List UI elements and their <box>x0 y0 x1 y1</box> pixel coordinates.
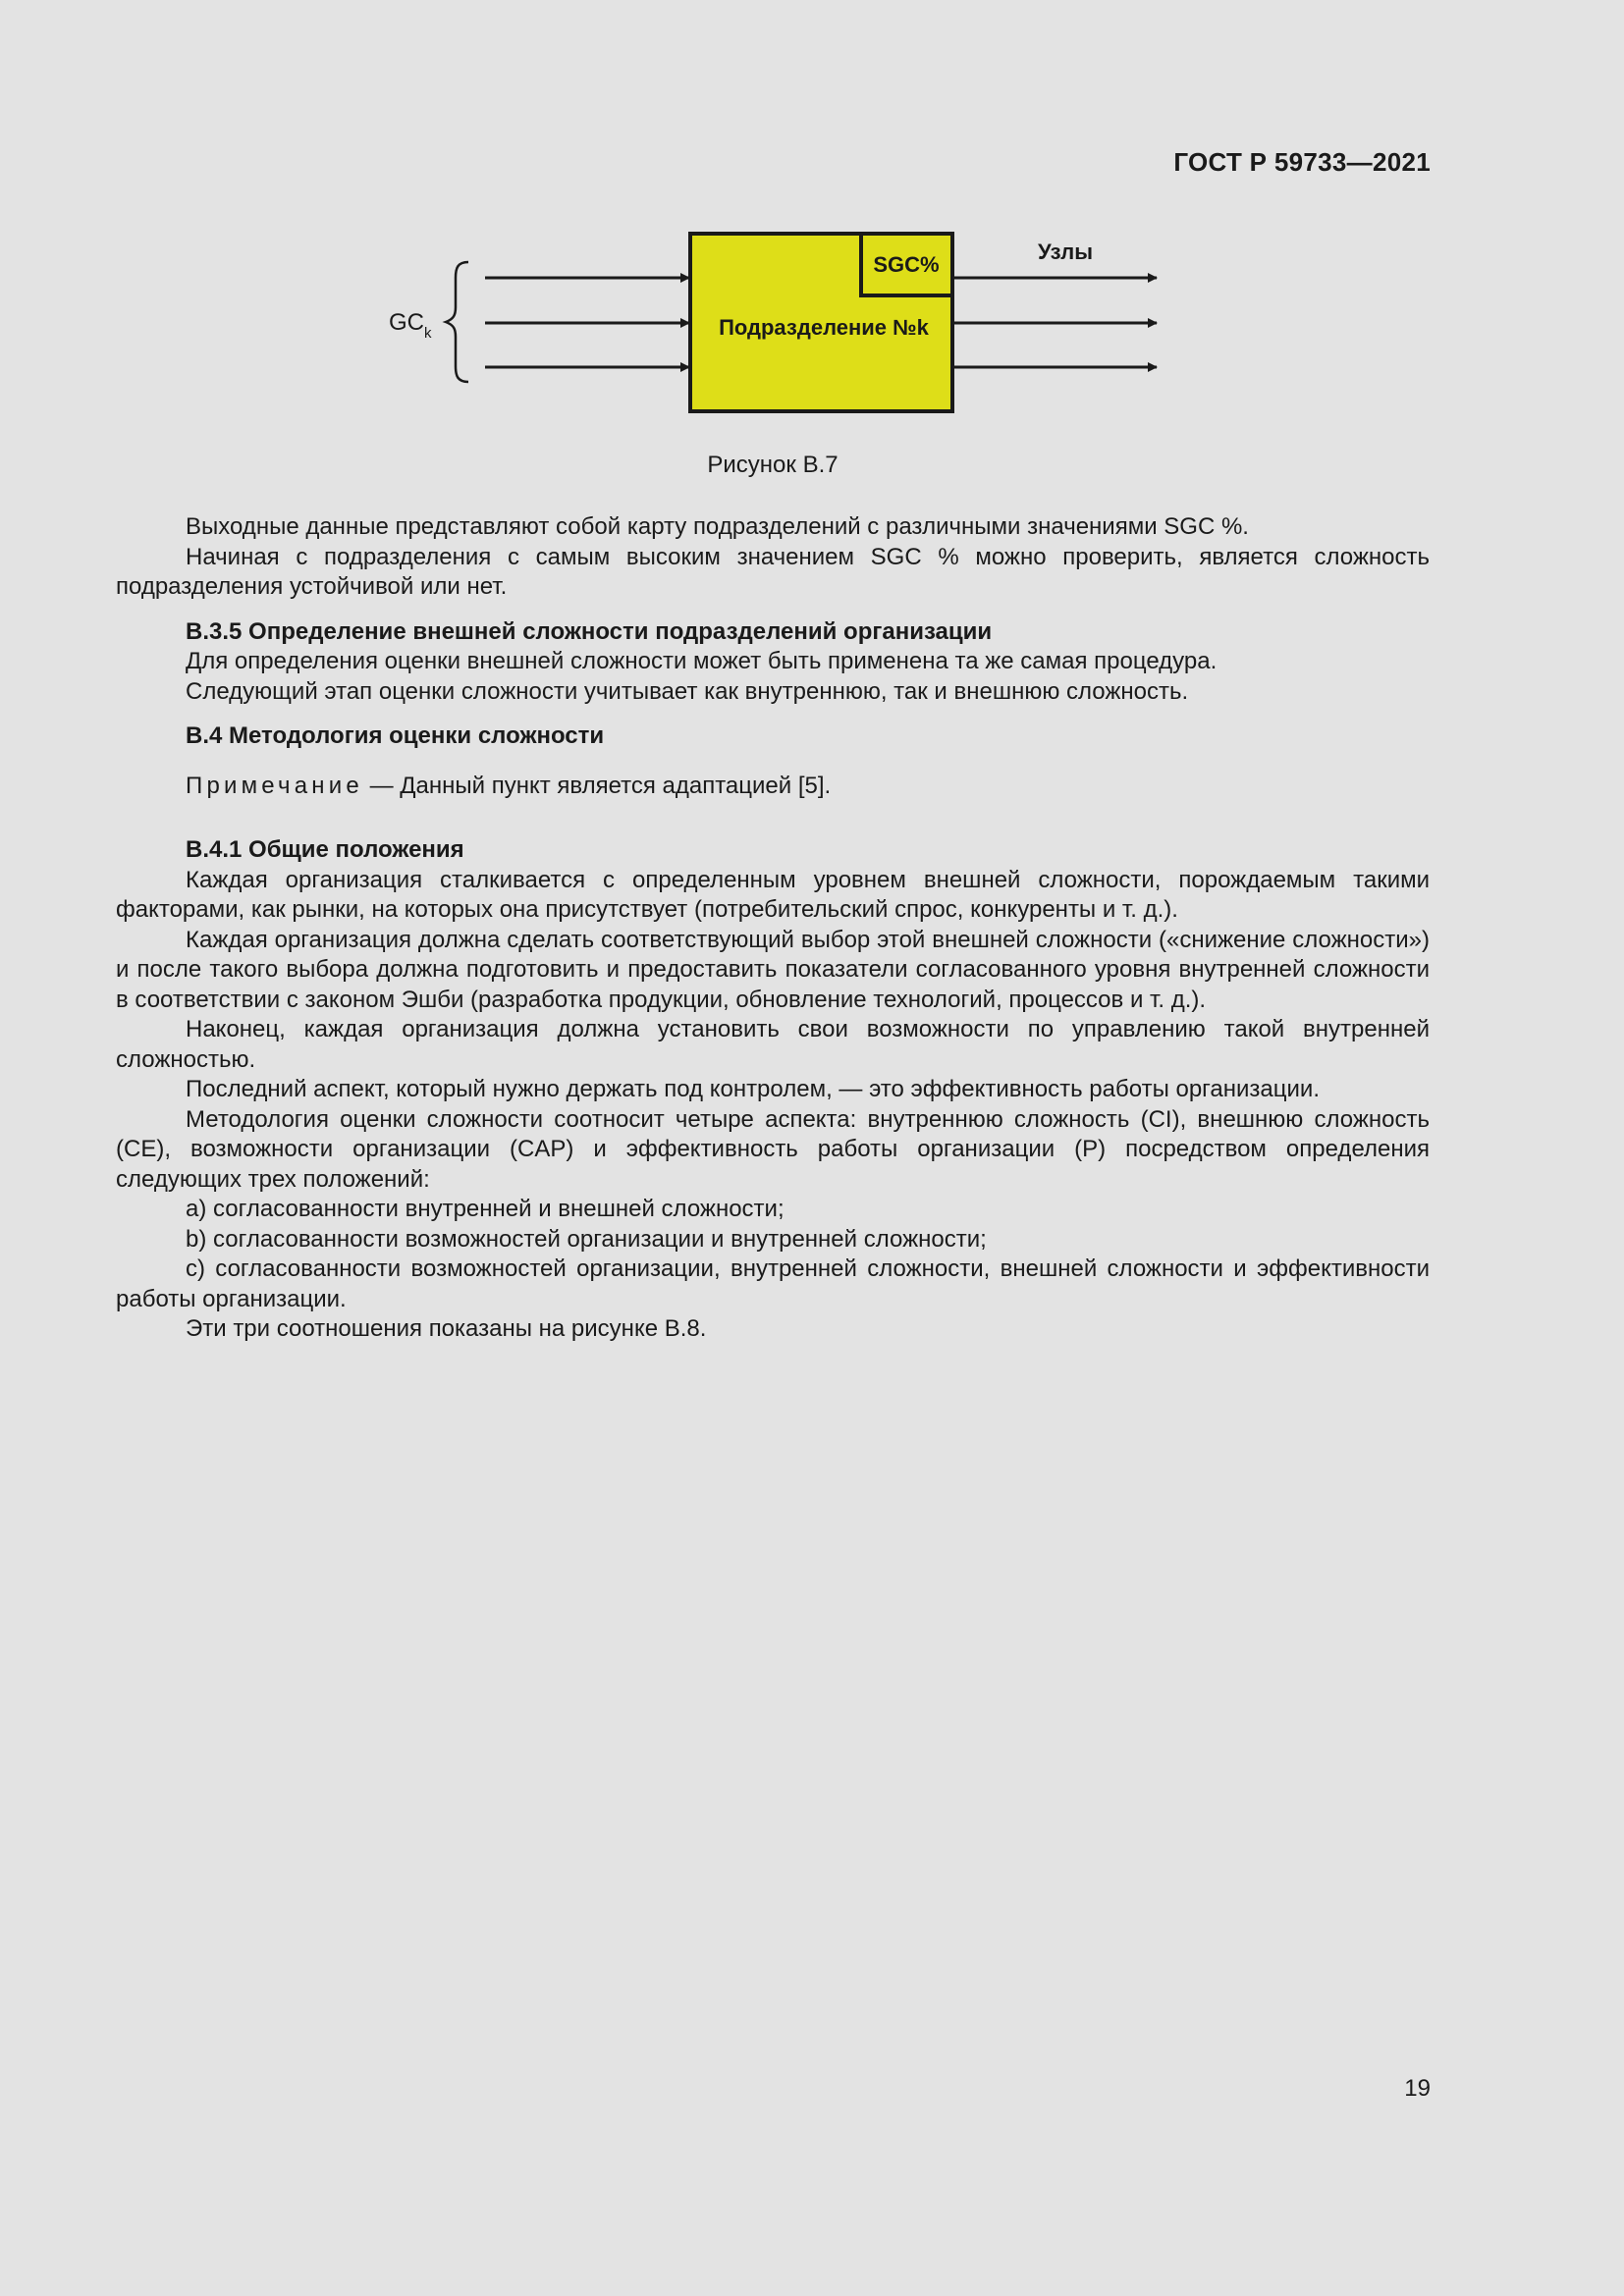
paragraph: Каждая организация должна сделать соответствующий выбор этой внешней сложности («снижение сложности») и после такого выбора должна подготовить и предоставить показатели согласованного уровня внутренней сложности в соответствии с законом Эшби (разработка продукции, обновление технологий, процессов и т. д.). <box>116 926 1430 1013</box>
paragraph: Начиная с подразделения с самым высоким значением SGC % можно проверить, является сложность подразделения устойчивой или нет. <box>116 543 1430 600</box>
section-heading-b4: В.4 Методология оценки сложности <box>186 722 605 749</box>
paragraph: Выходные данные представляют собой карту подразделений с различными значениями SGC %. <box>186 513 1249 540</box>
sgc-label: SGC% <box>873 252 940 277</box>
document-code: ГОСТ Р 59733—2021 <box>1173 147 1431 177</box>
input-label: $GC_k$ <box>389 309 432 342</box>
note-dash: — <box>362 772 401 799</box>
note <box>116 772 1430 802</box>
paragraph: Методология оценки сложности соотносит четыре аспекта: внутреннюю сложность (CI), внешнюю сложность (CE), возможности организации (CAP) и эффективность работы организации (P) посредством определения следующих трех положений: <box>116 1105 1430 1193</box>
section-heading-b41: В.4.1 Общие положения <box>186 836 464 863</box>
note-text: Данный пункт является адаптацией [5]. <box>400 772 832 799</box>
paragraph: Для определения оценки внешней сложности может быть применена та же самая процедура. <box>186 648 1218 674</box>
paragraph: Каждая организация сталкивается с определенным уровнем внешней сложности, порождаемым такими факторами, как рынки, на которых она присутствует (потребительский спрос, конкуренты и т. д.). <box>116 866 1430 923</box>
figure-diagram <box>373 221 1178 427</box>
section-heading-b35: В.3.5 Определение внешней сложности подразделений организации <box>186 617 993 645</box>
paragraph: Наконец, каждая организация должна установить свои возможности по управлению такой внутренней сложностью. <box>116 1016 1430 1073</box>
paragraph: Последний аспект, который нужно держать под контролем, — это эффективность работы организации. <box>186 1076 1320 1102</box>
list-item-c: c) согласованности возможностей организации, внутренней сложности, внешней сложности и эффективности работы организации. <box>116 1255 1430 1312</box>
page-number: 19 <box>1404 2075 1431 2102</box>
figure-b7 <box>373 221 1178 427</box>
list-item-a: a) согласованности внутренней и внешней сложности; <box>186 1196 785 1222</box>
figure-caption: Рисунок В.7 <box>707 452 839 478</box>
output-label: Узлы <box>1038 240 1093 264</box>
block-label: Подразделение №k <box>719 315 929 340</box>
list-item-b: b) согласованности возможностей организации и внутренней сложности; <box>186 1225 987 1253</box>
document-body <box>116 512 1430 1345</box>
input-brace <box>446 262 468 382</box>
paragraph: Следующий этап оценки сложности учитывает как внутреннюю, так и внешнюю сложность. <box>186 677 1189 705</box>
note-label: Примечание <box>186 772 363 799</box>
paragraph: Эти три соотношения показаны на рисунке В.8. <box>186 1315 707 1342</box>
